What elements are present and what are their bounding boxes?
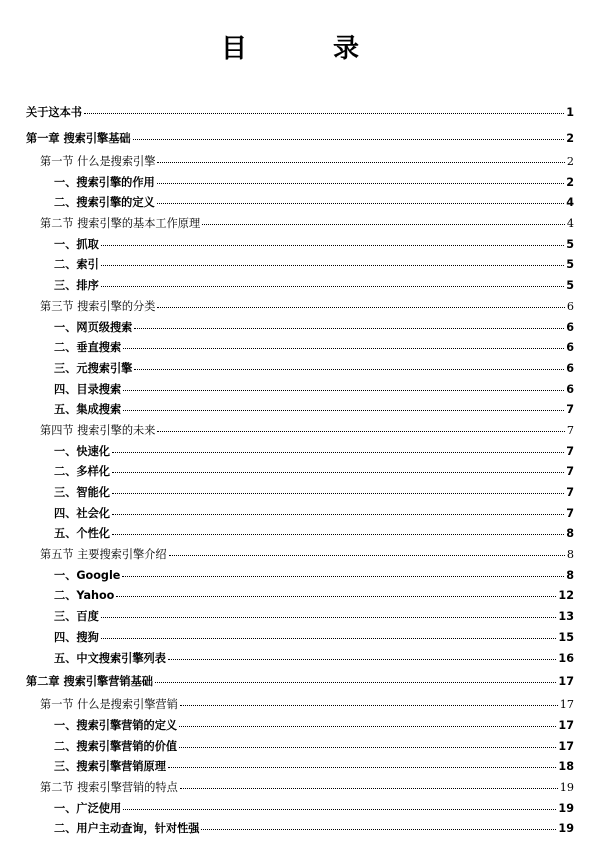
dot-leader bbox=[134, 328, 564, 329]
toc-entry-page-number: 12 bbox=[558, 589, 574, 603]
toc-entry-page-number: 6 bbox=[566, 299, 574, 313]
toc-entry-title: 一、Google bbox=[54, 568, 121, 582]
toc-entry-top[interactable] bbox=[26, 100, 574, 126]
dot-leader bbox=[157, 203, 565, 204]
dot-leader bbox=[180, 788, 558, 789]
toc-entry-page-number: 6 bbox=[566, 320, 574, 334]
toc-entry-item[interactable] bbox=[26, 566, 574, 587]
toc-entry-page-number: 7 bbox=[566, 423, 574, 437]
toc-entry-item[interactable] bbox=[26, 586, 574, 607]
toc-entry-section[interactable] bbox=[26, 545, 574, 566]
dot-leader bbox=[168, 659, 557, 660]
toc-entry-page-number: 16 bbox=[558, 651, 574, 665]
toc-entry-page-number: 2 bbox=[566, 132, 574, 145]
toc-entry-page-number: 5 bbox=[566, 258, 574, 272]
dot-leader bbox=[101, 617, 557, 618]
toc-entry-page-number: 19 bbox=[559, 780, 574, 794]
toc-entry-title: 二、多样化 bbox=[54, 465, 110, 479]
dot-leader bbox=[101, 265, 564, 266]
toc-entry-item[interactable] bbox=[26, 380, 574, 401]
toc-entry-item[interactable] bbox=[26, 607, 574, 628]
toc-entry-item[interactable] bbox=[26, 255, 574, 276]
toc-entry-page-number: 8 bbox=[566, 527, 574, 541]
dot-leader bbox=[179, 726, 556, 727]
toc-entry-title: 第三节 搜索引擎的分类 bbox=[40, 299, 156, 313]
toc-entry-title: 一、网页级搜索 bbox=[54, 320, 133, 334]
dot-leader bbox=[116, 596, 556, 597]
dot-leader bbox=[101, 286, 564, 287]
toc-entry-title: 五、个性化 bbox=[54, 527, 110, 541]
toc-entry-title: 三、智能化 bbox=[54, 486, 110, 499]
toc-entry-page-number: 6 bbox=[566, 382, 574, 396]
dot-leader bbox=[112, 452, 564, 453]
toc-entry-title: 第五节 主要搜索引擎介绍 bbox=[40, 548, 167, 562]
toc-entry-item[interactable] bbox=[26, 799, 574, 820]
toc-entry-title: 五、中文搜索引擎列表 bbox=[54, 651, 166, 665]
toc-entry-title: 一、抓取 bbox=[54, 237, 99, 251]
dot-leader bbox=[123, 410, 564, 411]
dot-leader bbox=[169, 555, 565, 556]
toc-entry-page-number: 19 bbox=[558, 801, 574, 815]
toc-entry-page-number: 17 bbox=[558, 718, 574, 732]
toc-entry-page-number: 4 bbox=[566, 217, 574, 231]
toc-entry-page-number: 7 bbox=[566, 506, 574, 520]
dot-leader bbox=[134, 369, 564, 370]
toc-entry-item[interactable] bbox=[26, 193, 574, 214]
toc-entry-section[interactable] bbox=[26, 152, 574, 173]
toc-entry-page-number: 17 bbox=[558, 675, 574, 689]
toc-entry-title: 一、搜索引擎营销的定义 bbox=[54, 718, 178, 732]
toc-entry-title: 二、搜索引擎营销的价值 bbox=[54, 739, 178, 753]
toc-entry-item[interactable] bbox=[26, 276, 574, 297]
toc-entry-title: 四、搜狗 bbox=[54, 630, 99, 644]
dot-leader bbox=[123, 390, 564, 391]
toc-entry-title: 二、搜索引擎的定义 bbox=[54, 196, 155, 210]
toc-entry-title: 第一章 搜索引擎基础 bbox=[26, 132, 131, 145]
toc-entry-title: 第一节 什么是搜索引擎 bbox=[40, 155, 156, 168]
dot-leader bbox=[157, 183, 565, 184]
toc-entry-item[interactable] bbox=[26, 235, 574, 256]
page-title: 目 录 bbox=[220, 34, 389, 64]
toc-entry-title: 第二章 搜索引擎营销基础 bbox=[26, 675, 153, 689]
dot-leader bbox=[123, 809, 556, 810]
toc-entry-page-number: 7 bbox=[566, 486, 574, 499]
toc-entry-title: 二、索引 bbox=[54, 258, 99, 272]
dot-leader bbox=[84, 113, 564, 114]
toc-entry-item[interactable] bbox=[26, 716, 574, 737]
toc-entry-title: 二、垂直搜索 bbox=[54, 341, 122, 355]
toc-entry-item[interactable] bbox=[26, 359, 574, 380]
dot-leader bbox=[157, 162, 564, 163]
toc-entry-page-number: 6 bbox=[566, 361, 574, 375]
dot-leader bbox=[112, 493, 564, 494]
toc-entry-page-number: 1 bbox=[566, 106, 574, 119]
dot-leader bbox=[155, 682, 556, 683]
toc-entry-item[interactable] bbox=[26, 628, 574, 649]
table-of-contents bbox=[26, 100, 574, 840]
toc-entry-item[interactable] bbox=[26, 757, 574, 778]
dot-leader bbox=[112, 534, 564, 535]
toc-entry-page-number: 5 bbox=[566, 237, 574, 251]
dot-leader bbox=[168, 767, 557, 768]
toc-entry-item[interactable] bbox=[26, 338, 574, 359]
toc-entry-item[interactable] bbox=[26, 442, 574, 463]
toc-entry-item[interactable] bbox=[26, 819, 574, 840]
toc-entry-title: 三、排序 bbox=[54, 279, 99, 293]
toc-entry-page-number: 2 bbox=[566, 175, 574, 189]
toc-entry-title: 二、用户主动查询，针对性强 bbox=[54, 822, 200, 836]
dot-leader bbox=[112, 472, 564, 473]
toc-entry-title: 五、集成搜索 bbox=[54, 403, 122, 417]
toc-entry-item[interactable] bbox=[26, 524, 574, 545]
toc-entry-title: 四、社会化 bbox=[54, 506, 110, 520]
toc-entry-item[interactable] bbox=[26, 483, 574, 504]
toc-entry-page-number: 17 bbox=[559, 698, 574, 712]
toc-entry-page-number: 18 bbox=[558, 760, 574, 774]
toc-entry-item[interactable] bbox=[26, 504, 574, 525]
toc-entry-title: 第二节 搜索引擎营销的特点 bbox=[40, 780, 178, 794]
dot-leader bbox=[179, 747, 556, 748]
toc-entry-top[interactable] bbox=[26, 669, 574, 695]
toc-entry-page-number: 4 bbox=[566, 196, 574, 210]
toc-entry-page-number: 17 bbox=[558, 739, 574, 753]
toc-entry-title: 一、广泛使用 bbox=[54, 801, 122, 815]
dot-leader bbox=[180, 705, 558, 706]
toc-entry-title: 三、元搜索引擎 bbox=[54, 361, 133, 375]
toc-entry-page-number: 5 bbox=[566, 279, 574, 293]
dot-leader bbox=[133, 139, 565, 140]
toc-entry-title: 第四节 搜索引擎的未来 bbox=[40, 423, 156, 437]
toc-entry-page-number: 6 bbox=[566, 341, 574, 355]
dot-leader bbox=[157, 307, 564, 308]
dot-leader bbox=[201, 829, 556, 830]
toc-entry-item[interactable] bbox=[26, 318, 574, 339]
toc-entry-page-number: 19 bbox=[558, 822, 574, 836]
toc-entry-page-number: 7 bbox=[566, 465, 574, 479]
toc-entry-item[interactable] bbox=[26, 400, 574, 421]
toc-entry-page-number: 8 bbox=[566, 568, 574, 582]
toc-entry-item[interactable] bbox=[26, 649, 574, 670]
toc-entry-title: 第二节 搜索引擎的基本工作原理 bbox=[40, 217, 201, 231]
toc-entry-section[interactable] bbox=[26, 695, 574, 716]
toc-entry-title: 一、快速化 bbox=[54, 444, 110, 458]
dot-leader bbox=[123, 348, 564, 349]
toc-entry-item[interactable] bbox=[26, 462, 574, 483]
toc-entry-item[interactable] bbox=[26, 737, 574, 758]
toc-entry-title: 关于这本书 bbox=[26, 106, 82, 119]
toc-entry-section[interactable] bbox=[26, 214, 574, 235]
toc-entry-title: 二、Yahoo bbox=[54, 589, 115, 603]
toc-entry-title: 三、百度 bbox=[54, 610, 99, 624]
dot-leader bbox=[122, 576, 564, 577]
toc-entry-page-number: 7 bbox=[566, 403, 574, 417]
dot-leader bbox=[101, 245, 564, 246]
toc-entry-title: 四、目录搜索 bbox=[54, 382, 122, 396]
toc-entry-title: 第一节 什么是搜索引擎营销 bbox=[40, 698, 178, 712]
dot-leader bbox=[202, 224, 565, 225]
toc-entry-item[interactable] bbox=[26, 173, 574, 194]
toc-entry-section[interactable] bbox=[26, 421, 574, 442]
toc-entry-top[interactable] bbox=[26, 126, 574, 152]
toc-entry-page-number: 2 bbox=[566, 155, 574, 168]
toc-entry-section[interactable] bbox=[26, 297, 574, 318]
toc-entry-page-number: 13 bbox=[558, 610, 574, 624]
toc-entry-page-number: 7 bbox=[566, 444, 574, 458]
toc-entry-title: 三、搜索引擎营销原理 bbox=[54, 760, 166, 774]
toc-entry-page-number: 15 bbox=[558, 630, 574, 644]
dot-leader bbox=[112, 514, 564, 515]
toc-entry-title: 一、搜索引擎的作用 bbox=[54, 175, 155, 189]
dot-leader bbox=[157, 431, 564, 432]
toc-entry-section[interactable] bbox=[26, 778, 574, 799]
dot-leader bbox=[101, 638, 557, 639]
toc-entry-page-number: 8 bbox=[566, 548, 574, 562]
